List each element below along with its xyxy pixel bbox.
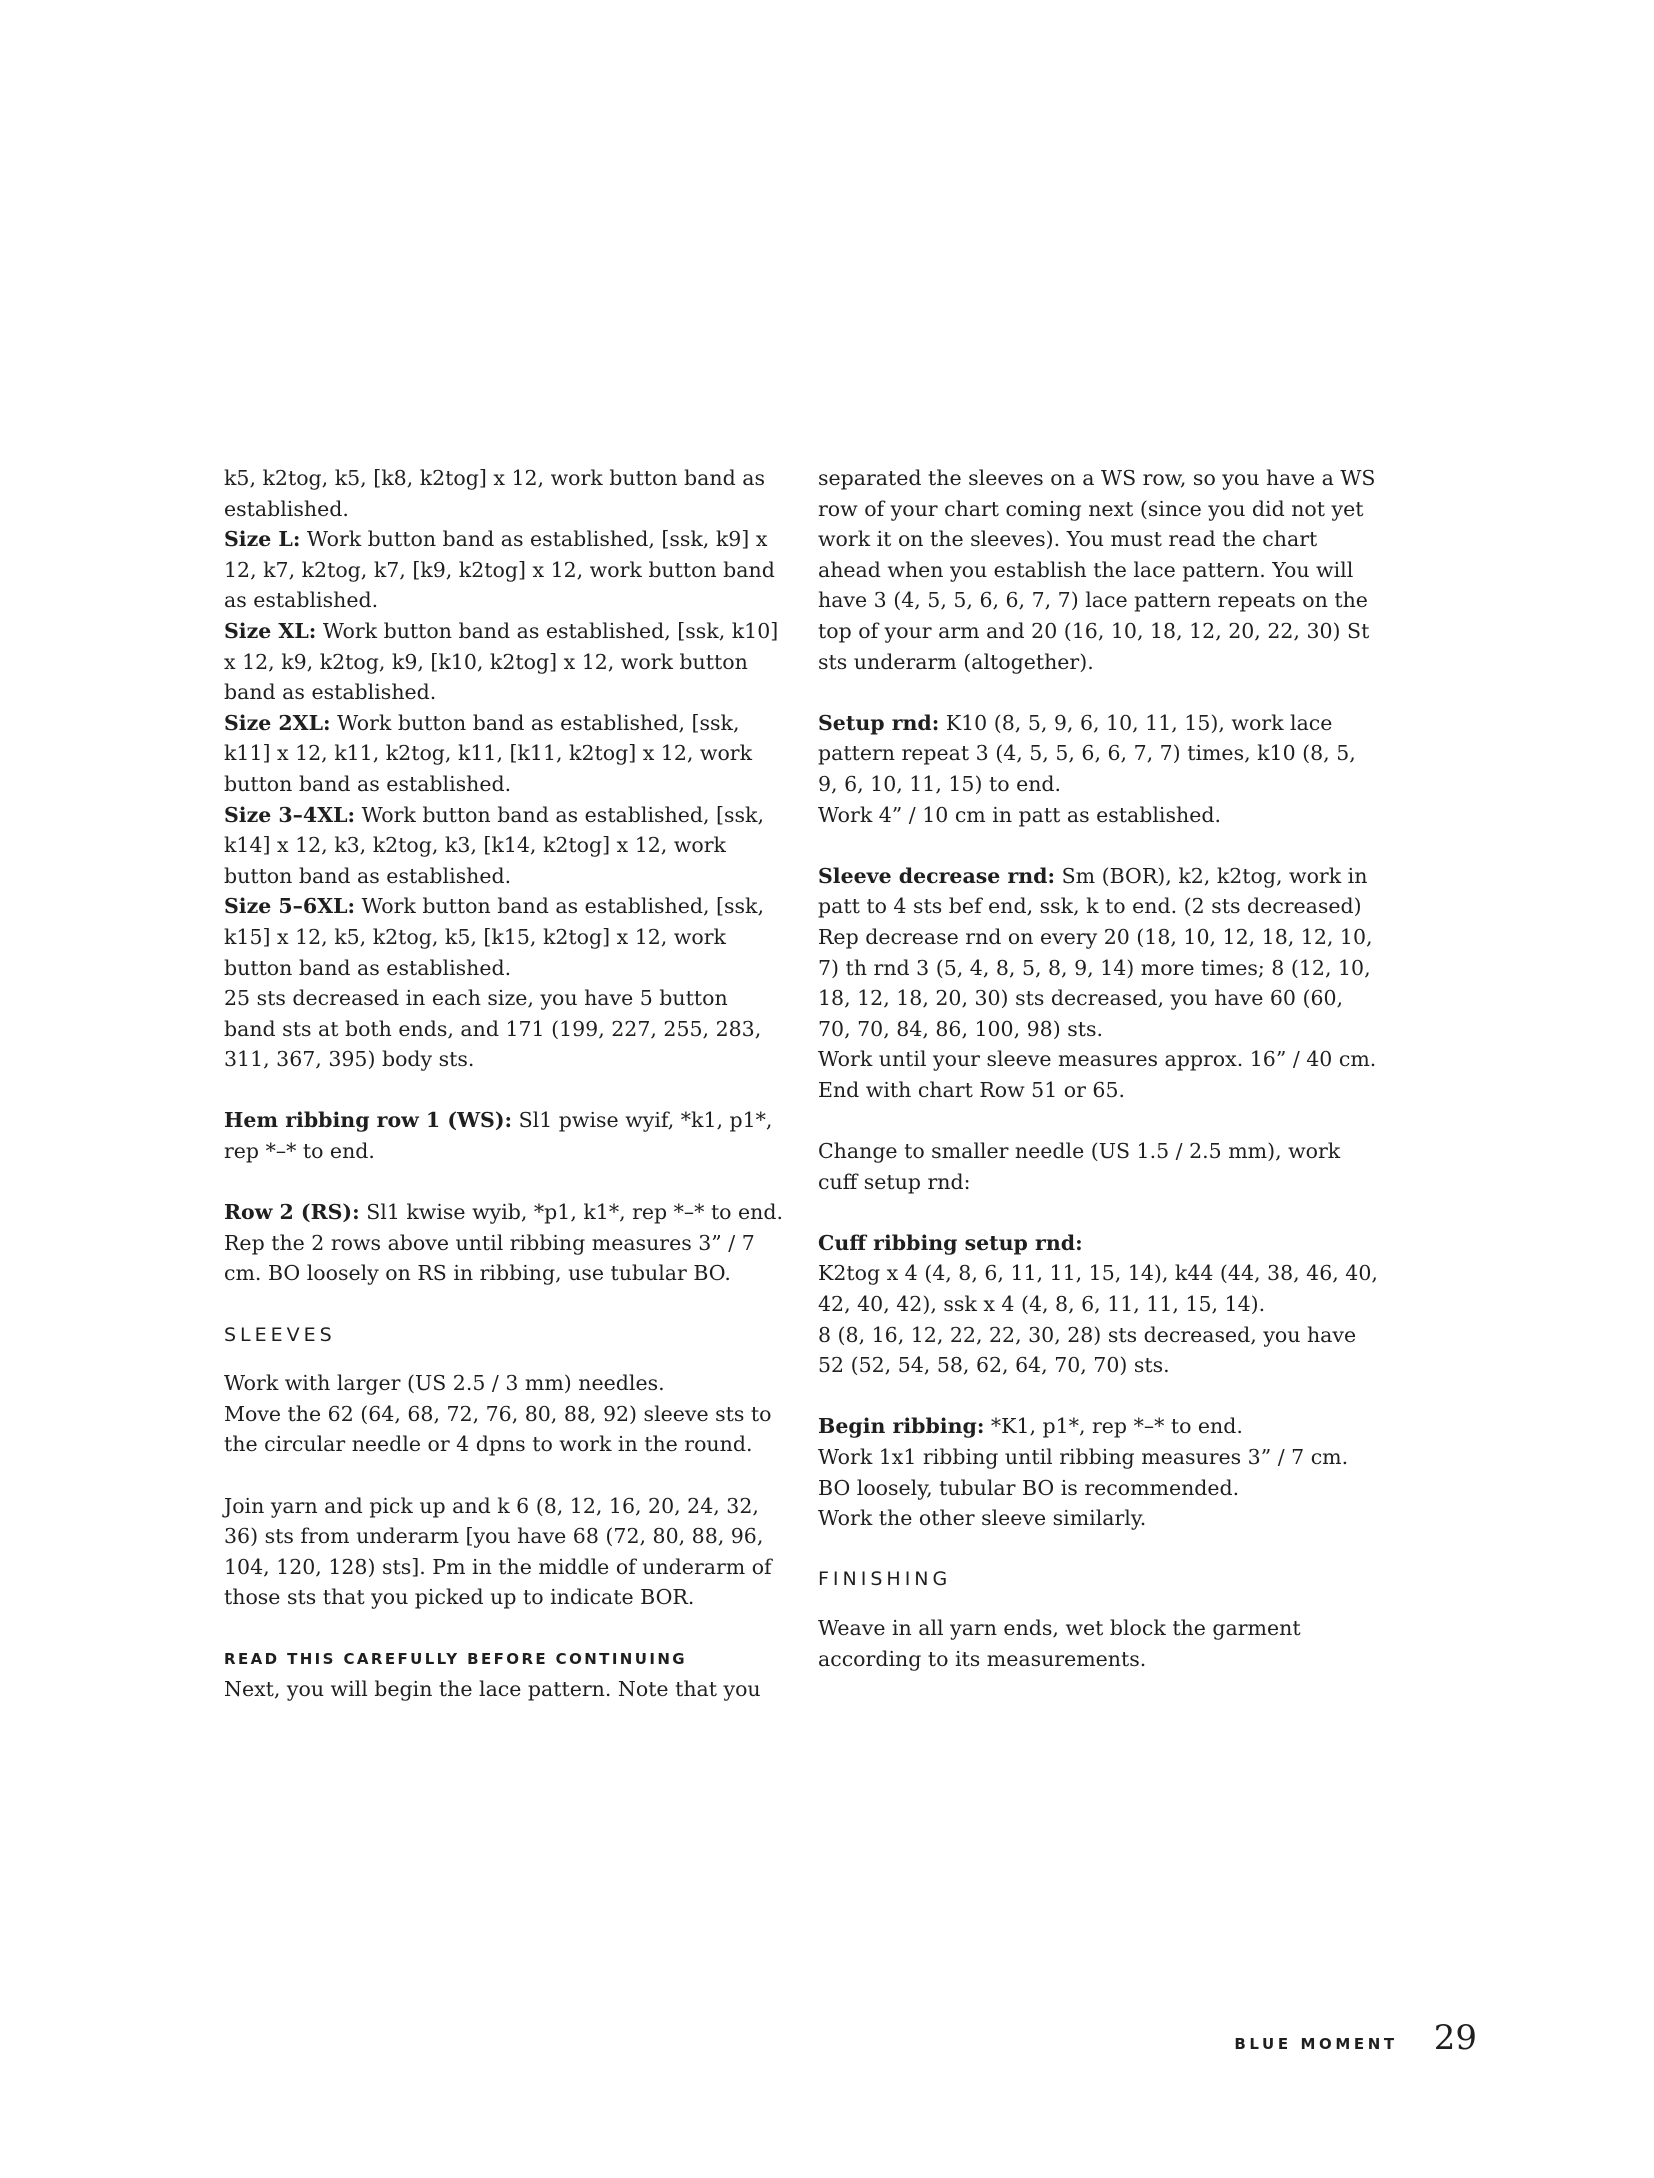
size-5-6xl-text: Work button band as established, [ssk, k15] x 12, k5, k2tog, k5, [k15, k2tog] x 12, work button band as established. (224, 894, 764, 980)
sleeve-decrease-label: Sleeve decrease rnd: (818, 863, 1056, 888)
size-2xl-instruction (224, 708, 784, 800)
sleeve-decrease-text: Sm (BOR), k2, k2tog, work in patt to 4 sts bef end, ssk, k to end. (2 sts decreased) (818, 863, 1368, 919)
size-5-6xl-label: Size 5–6XL: (224, 894, 356, 919)
setup-rnd-text: K10 (8, 5, 9, 6, 10, 11, 15), work lace pattern repeat 3 (4, 5, 5, 6, 6, 7, 7) times, k10 (8, 5, 9, 6, 10, 11, 15) to end. (818, 710, 1356, 796)
repeat-rows-instruction: Rep the 2 rows above until ribbing measures 3” / 7 cm. BO loosely on RS in ribbing, use tubular BO. (224, 1230, 755, 1286)
setup-rnd-instruction (818, 708, 1378, 800)
work-4-inches: Work 4” / 10 cm in patt as established. (818, 802, 1221, 827)
page-number: 29 (1433, 2018, 1477, 2058)
cuff-decrease-summary: 8 (8, 16, 12, 22, 22, 30, 28) sts decreased, you have 52 (52, 54, 58, 62, 64, 70, 70) sts. (818, 1322, 1357, 1378)
work-until-instruction: Work until your sleeve measures approx. 16” / 40 cm. End with chart Row 51 or 65. (818, 1047, 1377, 1102)
work-1x1-ribbing: Work 1x1 ribbing until ribbing measures 3” / 7 cm. BO loosely, tubular BO is recommended. (818, 1445, 1349, 1500)
cuff-ribbing-label: Cuff ribbing setup rnd: (818, 1230, 1083, 1255)
lace-intro-continuation: separated the sleeves on a WS row, so you have a WS row of your chart coming next (since you did not yet work it on the sleeves). You must read the chart ahead when you establish the lace pattern. You will have 3 (4, 5, 5, 6, 6, 7, 7) lace pattern repeats on the top of your arm and 20 (16, 10, 18, 12, 20, 22, 30) St sts underarm (altogether). (818, 466, 1376, 674)
size-3-4xl-instruction (224, 800, 784, 892)
lace-intro-text: Next, you will begin the lace pattern. Note that you (224, 1677, 761, 1702)
footer-title: BLUE MOMENT (1234, 2035, 1398, 2053)
cuff-ribbing-label-line (818, 1228, 1378, 1259)
begin-ribbing-label: Begin ribbing: (818, 1414, 985, 1439)
size-m-continuation: k5, k2tog, k5, [k8, k2tog] x 12, work button band as established. (224, 466, 765, 521)
hem-ribbing-row-1 (224, 1105, 784, 1166)
size-xl-instruction (224, 616, 784, 708)
size-xl-label: Size XL: (224, 618, 317, 643)
read-carefully-heading: READ THIS CAREFULLY BEFORE CONTINUING (224, 1649, 687, 1668)
begin-ribbing-instruction (818, 1411, 1378, 1442)
right-column (818, 463, 1378, 1674)
size-l-instruction (224, 524, 784, 616)
size-l-label: Size L: (224, 527, 301, 552)
row-2-text: Sl1 kwise wyib, *p1, k1*, rep *–* to end. (359, 1200, 784, 1225)
join-yarn-instruction: Join yarn and pick up and k 6 (8, 12, 16, 20, 24, 32, 36) sts from underarm [you have 68 (72, 80, 88, 96, 104, 120, 128) sts]. Pm in the middle of underarm of those sts that you picked up to indicate BOR. (224, 1493, 772, 1610)
hem-ribbing-text: Sl1 pwise wyif, *k1, p1*, rep *–* to end. (224, 1108, 773, 1164)
setup-rnd-label: Setup rnd: (818, 710, 940, 735)
hem-ribbing-label: Hem ribbing row 1 (WS): (224, 1108, 513, 1133)
page-footer (1234, 2018, 1477, 2058)
sleeve-decrease-instruction (818, 861, 1378, 922)
size-l-text: Work button band as established, [ssk, k9] x 12, k7, k2tog, k7, [k9, k2tog] x 12, work button band as established. (224, 527, 775, 613)
change-needle-instruction: Change to smaller needle (US 1.5 / 2.5 mm), work cuff setup rnd: (818, 1139, 1341, 1194)
finishing-heading: FINISHING (818, 1568, 952, 1591)
size-5-6xl-instruction (224, 891, 784, 983)
sleeves-move-sts: Move the 62 (64, 68, 72, 76, 80, 88, 92) sleeve sts to the circular needle or 4 dpns to work in the round. (224, 1401, 772, 1457)
left-column (224, 463, 784, 1705)
repeat-decrease-instruction: Rep decrease rnd on every 20 (18, 10, 12, 18, 12, 10, 7) th rnd 3 (5, 4, 8, 5, 8, 9, 14) more times; 8 (12, 10, 18, 12, 18, 20, 30) sts decreased, you have 60 (60, 70, 70, 84, 86, 100, 98) sts. (818, 924, 1373, 1041)
decreased-summary: 25 sts decreased in each size, you have 5 button band sts at both ends, and 171 (199, 227, 255, 283, 311, 367, 395) body sts. (224, 986, 762, 1072)
sleeves-heading: SLEEVES (224, 1323, 336, 1346)
hem-ribbing-row-2 (224, 1197, 784, 1228)
finishing-text: Weave in all yarn ends, wet block the garment according to its measurements. (818, 1615, 1301, 1671)
size-xl-text: Work button band as established, [ssk, k10] x 12, k9, k2tog, k9, [k10, k2tog] x 12, work button band as established. (224, 618, 779, 705)
sleeves-needles: Work with larger (US 2.5 / 3 mm) needles. (224, 1371, 665, 1396)
size-2xl-label: Size 2XL: (224, 710, 331, 735)
size-2xl-text: Work button band as established, [ssk, k11] x 12, k11, k2tog, k11, [k11, k2tog] x 12, work button band as established. (224, 710, 753, 796)
row-2-label: Row 2 (RS): (224, 1200, 360, 1225)
other-sleeve-instruction: Work the other sleeve similarly. (818, 1506, 1147, 1531)
size-3-4xl-label: Size 3–4XL: (224, 802, 356, 827)
begin-ribbing-text: *K1, p1*, rep *–* to end. (984, 1414, 1243, 1439)
size-3-4xl-text: Work button band as established, [ssk, k14] x 12, k3, k2tog, k3, [k14, k2tog] x 12, work button band as established. (224, 802, 764, 888)
cuff-ribbing-text: K2tog x 4 (4, 8, 6, 11, 11, 15, 14), k44 (44, 38, 46, 40, 42, 40, 42), ssk x 4 (4, 8, 6, 11, 11, 15, 14). (818, 1261, 1378, 1317)
